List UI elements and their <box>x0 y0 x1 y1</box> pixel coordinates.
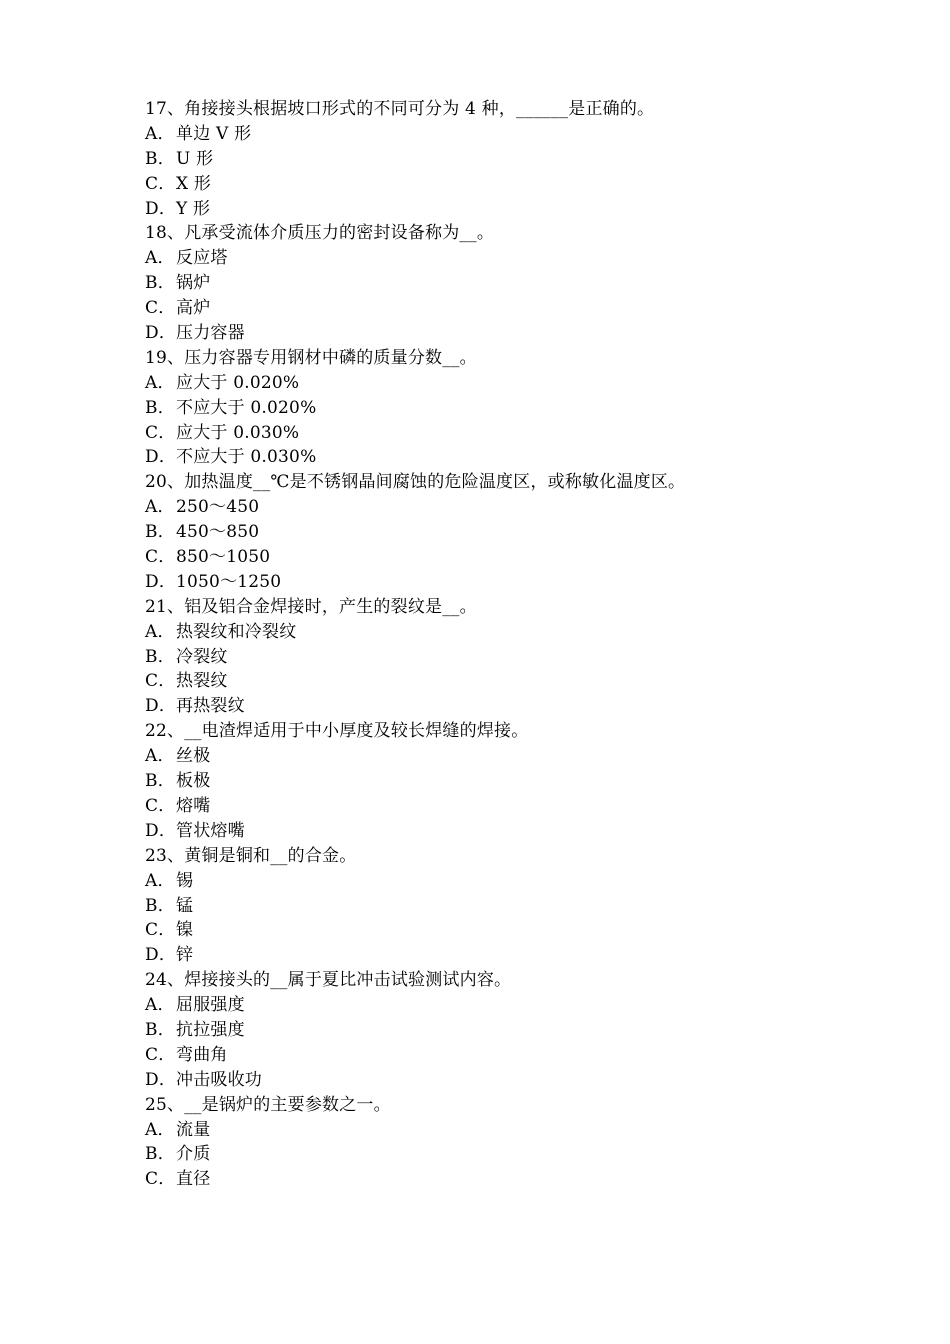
option-letter: B． <box>145 771 175 792</box>
option-text: 屈服强度 <box>176 995 245 1016</box>
question-stem: 18、凡承受流体介质压力的密封设备称为__。 <box>145 223 495 244</box>
option-text: 镍 <box>176 920 194 941</box>
option-letter: B． <box>145 646 175 667</box>
option-letter: D． <box>145 198 177 219</box>
question-stem: 17、角接接头根据坡口形式的不同可分为 4 种，______是正确的。 <box>145 99 655 119</box>
option-letter: A． <box>145 248 175 269</box>
answer-option <box>145 694 845 719</box>
answer-option <box>145 1043 845 1068</box>
question-block <box>145 968 845 1092</box>
answer-option <box>145 1142 845 1167</box>
option-letter: D． <box>145 571 177 592</box>
answer-option <box>145 645 845 670</box>
option-letter: B． <box>145 273 175 294</box>
answer-option <box>145 396 845 421</box>
option-letter: B． <box>145 1019 175 1040</box>
question-stem: 22、__电渣焊适用于中小厚度及较长焊缝的焊接。 <box>145 721 529 742</box>
answer-option <box>145 918 845 943</box>
option-letter: D． <box>145 323 177 344</box>
answer-option <box>145 1018 845 1043</box>
option-text: 热裂纹和冷裂纹 <box>176 621 297 642</box>
option-text: 850～1050 <box>176 547 271 568</box>
answer-option <box>145 819 845 844</box>
option-text: 热裂纹 <box>176 671 228 692</box>
answer-option <box>145 1167 845 1192</box>
answer-option <box>145 421 845 446</box>
answer-option <box>145 1068 845 1093</box>
answer-option <box>145 296 845 321</box>
question-block <box>145 97 845 221</box>
option-text: 单边 V 形 <box>176 123 252 144</box>
option-letter: B． <box>145 895 175 916</box>
option-letter: C． <box>145 671 176 692</box>
option-text: X 形 <box>176 173 212 194</box>
question-stem: 21、铝及铝合金焊接时，产生的裂纹是__。 <box>145 596 477 617</box>
answer-option <box>145 271 845 296</box>
option-text: 丝极 <box>176 746 211 767</box>
question-list <box>145 97 845 1192</box>
option-text: 冷裂纹 <box>176 646 228 667</box>
option-text: 流量 <box>176 1119 211 1140</box>
option-letter: A． <box>145 497 175 518</box>
option-letter: B． <box>145 148 175 169</box>
question-stem: 19、压力容器专用钢材中磷的质量分数__。 <box>145 347 477 368</box>
option-text: 管状熔嘴 <box>176 820 245 841</box>
answer-option <box>145 197 845 222</box>
question-stem: 20、加热温度__℃是不锈钢晶间腐蚀的危险温度区，或称敏化温度区。 <box>145 472 686 493</box>
answer-option <box>145 620 845 645</box>
answer-option <box>145 172 845 197</box>
option-text: 高炉 <box>176 298 211 319</box>
answer-option <box>145 993 845 1018</box>
answer-option <box>145 769 845 794</box>
option-letter: D． <box>145 1069 177 1090</box>
option-letter: D． <box>145 696 177 717</box>
option-letter: B． <box>145 397 175 418</box>
option-letter: C． <box>145 547 176 568</box>
question-block <box>145 844 845 968</box>
option-letter: D． <box>145 447 177 468</box>
question-block <box>145 1093 845 1193</box>
answer-option <box>145 371 845 396</box>
option-text: 锌 <box>176 945 194 966</box>
option-text: 弯曲角 <box>176 1044 228 1065</box>
option-text: 板极 <box>176 771 211 792</box>
option-text: 再热裂纹 <box>176 696 245 717</box>
option-letter: C． <box>145 298 176 319</box>
answer-option <box>145 520 845 545</box>
answer-option <box>145 495 845 520</box>
answer-option <box>145 669 845 694</box>
answer-option <box>145 869 845 894</box>
option-text: 不应大于 0.020% <box>176 397 317 418</box>
option-text: 锰 <box>176 895 194 916</box>
option-letter: D． <box>145 945 177 966</box>
option-letter: A． <box>145 870 175 891</box>
option-letter: C． <box>145 173 176 194</box>
option-text: 1050～1250 <box>176 571 282 592</box>
option-text: 250～450 <box>176 497 260 518</box>
option-text: 不应大于 0.030% <box>176 447 317 468</box>
option-letter: C． <box>145 795 176 816</box>
question-block <box>145 470 845 594</box>
option-letter: A． <box>145 995 175 1016</box>
option-letter: C． <box>145 422 176 443</box>
answer-option <box>145 321 845 346</box>
option-letter: C． <box>145 1169 176 1190</box>
answer-option <box>145 147 845 172</box>
answer-option <box>145 744 845 769</box>
option-text: 锡 <box>176 870 194 891</box>
answer-option <box>145 943 845 968</box>
option-letter: A． <box>145 123 175 144</box>
answer-option <box>145 246 845 271</box>
question-stem: 25、__是锅炉的主要参数之一。 <box>145 1094 391 1115</box>
option-letter: C． <box>145 1044 176 1065</box>
option-text: 应大于 0.030% <box>176 422 300 443</box>
option-letter: A． <box>145 746 175 767</box>
answer-option <box>145 794 845 819</box>
option-text: 450～850 <box>176 522 260 543</box>
option-text: 熔嘴 <box>176 795 211 816</box>
question-block <box>145 346 845 470</box>
question-block <box>145 719 845 843</box>
question-block <box>145 595 845 719</box>
option-text: U 形 <box>176 148 214 169</box>
option-letter: C． <box>145 920 176 941</box>
option-text: Y 形 <box>176 198 211 219</box>
option-text: 抗拉强度 <box>176 1019 245 1040</box>
option-letter: D． <box>145 820 177 841</box>
option-text: 直径 <box>176 1169 211 1190</box>
option-letter: B． <box>145 1144 175 1165</box>
answer-option <box>145 445 845 470</box>
option-text: 压力容器 <box>176 323 245 344</box>
answer-option <box>145 545 845 570</box>
answer-option <box>145 1118 845 1143</box>
question-stem: 23、黄铜是铜和__的合金。 <box>145 845 357 866</box>
question-stem: 24、焊接接头的__属于夏比冲击试验测试内容。 <box>145 970 512 991</box>
answer-option <box>145 894 845 919</box>
option-letter: A． <box>145 621 175 642</box>
option-letter: A． <box>145 1119 175 1140</box>
option-letter: A． <box>145 372 175 393</box>
answer-option <box>145 122 845 147</box>
question-block <box>145 221 845 345</box>
option-text: 应大于 0.020% <box>176 372 300 393</box>
option-letter: B． <box>145 522 175 543</box>
option-text: 反应塔 <box>176 248 228 269</box>
option-text: 锅炉 <box>176 273 211 294</box>
answer-option <box>145 570 845 595</box>
option-text: 介质 <box>176 1144 211 1165</box>
option-text: 冲击吸收功 <box>176 1069 262 1090</box>
